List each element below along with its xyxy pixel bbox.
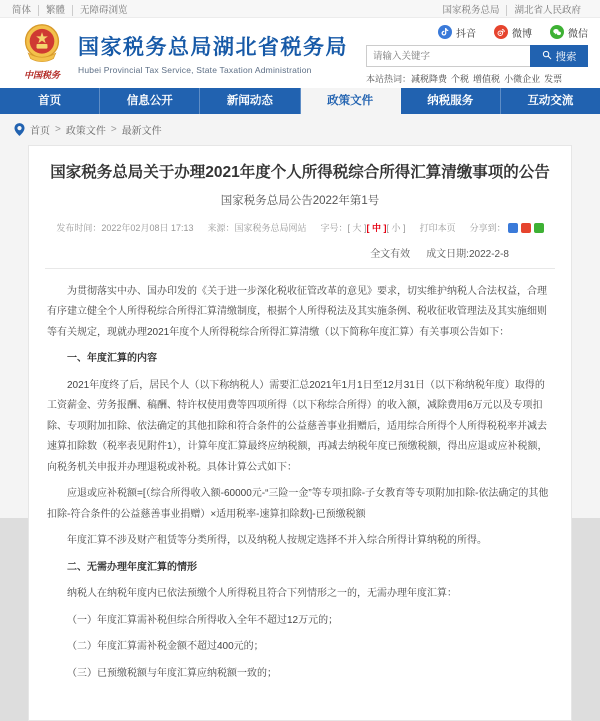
nav-item-tax-services[interactable]: 纳税服务	[401, 88, 501, 114]
nav-item-info-disclosure[interactable]: 信息公开	[100, 88, 200, 114]
main-nav	[0, 88, 600, 114]
article-paragraph: 为贯彻落实中办、国办印发的《关于进一步深化税收征管改革的意见》要求，切实维护纳税人合法权益，合理有序建立健全个人所得税综合所得汇算清缴制度，根据个人所得税法及其实施条例、税收征收管理法及其实施细则等有关规定，现就办理2021年度个人所得税综合所得汇算清缴（以下简称年度汇算）有关事项公告如下：	[47, 285, 547, 338]
breadcrumb-home[interactable]: 首页	[30, 126, 50, 137]
article-source: 来源：国家税务总局网站	[207, 222, 307, 233]
search-icon	[542, 50, 552, 63]
validity-status: 全文有效	[370, 248, 411, 260]
article-card	[28, 145, 572, 721]
breadcrumb	[0, 114, 600, 143]
breadcrumb-policy-documents[interactable]: 政策文件	[65, 126, 106, 137]
validity-row	[45, 245, 555, 260]
breadcrumb-latest-documents[interactable]: 最新文件	[121, 126, 162, 137]
breadcrumb-separator: >	[55, 124, 61, 135]
nav-item-news[interactable]: 新闻动态	[200, 88, 300, 114]
print-page-button[interactable]: 打印本页	[419, 222, 456, 233]
brand-block	[78, 31, 348, 75]
weibo-icon	[494, 25, 508, 39]
share-douyin-icon[interactable]	[508, 223, 518, 233]
hotword-link[interactable]: 小微企业	[504, 74, 541, 84]
fontsize-large-button[interactable]: [ 大 ]	[347, 222, 367, 233]
link-accessibility[interactable]: 无障碍浏览	[80, 4, 128, 16]
share-wechat-icon[interactable]	[534, 223, 544, 233]
publish-time: 发布时间：2022年02月08日 17:13	[56, 222, 194, 233]
site-title: 国家税务总局湖北省税务局	[78, 36, 348, 59]
hotwords-row	[366, 72, 588, 85]
share-label: 分享到：	[469, 222, 506, 233]
site-logo[interactable]	[14, 23, 70, 81]
social-weibo[interactable]	[494, 25, 532, 40]
article-doc-number: 国家税务总局公告2022年第1号	[220, 194, 380, 207]
fontsize-control	[321, 221, 406, 234]
share-control	[470, 221, 544, 234]
link-simplified[interactable]: 简体	[12, 5, 39, 16]
language-links	[12, 2, 135, 16]
search-button[interactable]	[530, 45, 588, 67]
fontsize-small-button[interactable]: [ 小 ]	[386, 222, 406, 233]
link-state-taxation-administration[interactable]: 国家税务总局	[442, 5, 507, 16]
site-subtitle-en: Hubei Provincial Tax Service, State Taxation Administration	[78, 65, 312, 75]
header-right	[366, 22, 588, 85]
search-input[interactable]	[366, 45, 530, 67]
article-list-item: （一）年度汇算需补税但综合所得收入全年不超过12万元的；	[67, 614, 339, 626]
social-wechat-label: 微信	[568, 28, 588, 40]
section-heading: 二、无需办理年度汇算的情形	[67, 561, 197, 573]
hotword-link[interactable]: 发票	[544, 74, 563, 84]
search-bar	[366, 45, 588, 67]
social-douyin-label: 抖音	[456, 28, 476, 40]
article-list-item: （二）年度汇算需补税金额不超过400元的；	[67, 641, 264, 653]
nav-item-policy-documents[interactable]: 政策文件	[301, 88, 401, 114]
article-list-item: （三）已预缴税额与年度汇算应纳税额一致的；	[67, 667, 277, 679]
douyin-icon	[438, 25, 452, 39]
article-paragraph: 纳税人在纳税年度内已依法预缴个人所得税且符合下列情形之一的，无需办理年度汇算：	[67, 588, 457, 600]
fontsize-label: 字号：	[320, 222, 348, 233]
site-header	[0, 18, 600, 88]
article-title: 国家税务总局关于办理2021年度个人所得税综合所得汇算清缴事项的公告	[50, 164, 550, 181]
social-wechat[interactable]	[550, 25, 588, 40]
fontsize-medium-button[interactable]: [ 中 ]	[366, 222, 387, 233]
article-formula: 应退或应补税额=[（综合所得收入额-60000元-“三险一金”等专项扣除-子女教育等专项附加扣除-依法确定的其他扣除-符合条件的公益慈善事业捐赠）×适用税率-速算扣除数]-已预缴税额	[47, 488, 549, 520]
hotword-link[interactable]: 个税	[451, 74, 470, 84]
written-date: 成文日期:2022-2-8	[426, 248, 509, 260]
logo-caption: 中国税务	[23, 70, 60, 80]
nav-item-interaction[interactable]: 互动交流	[527, 95, 574, 107]
article-meta-row	[45, 221, 555, 234]
hotwords-label: 本站热词：	[366, 74, 412, 84]
gov-links	[442, 2, 588, 16]
link-hubei-government[interactable]: 湖北省人民政府	[514, 4, 581, 16]
share-weibo-icon[interactable]	[521, 223, 531, 233]
article-paragraph: 2021年度终了后，居民个人（以下称纳税人）需要汇总2021年1月1日至12月31日（以下称纳税年度）取得的工资薪金、劳务报酬、稿酬、特许权使用费等四项所得（以下称综合所得）的收入额，减除费用6万元以及专项扣除、专项附加扣除、依法确定的其他扣除和符合条件的公益慈善事业捐赠后，适用综合所得个人所得税税率并减去速算扣除数（税率表见附件1），计算年度汇算最终应纳税额，再减去纳税年度已预缴税额，得出应退或应补税额，向税务机关申报并办理退税或补税。具体计算公式如下：	[47, 379, 548, 473]
article-body	[45, 269, 555, 685]
national-emblem-icon	[20, 52, 64, 69]
social-links	[366, 22, 588, 42]
location-pin-icon	[14, 123, 25, 136]
nav-item-home[interactable]: 首页	[0, 88, 100, 114]
section-heading: 一、年度汇算的内容	[67, 353, 157, 365]
search-button-label: 搜索	[555, 50, 577, 63]
breadcrumb-separator: >	[110, 124, 117, 135]
social-douyin[interactable]	[438, 25, 476, 40]
article-paragraph: 年度汇算不涉及财产租赁等分类所得，以及纳税人按规定选择不并入综合所得计算纳税的所得。	[67, 535, 487, 547]
top-utility-bar	[0, 0, 600, 18]
link-traditional[interactable]: 繁體	[39, 5, 73, 16]
hotword-link[interactable]: 增值税	[473, 74, 501, 84]
hotword-link[interactable]: 减税降费	[411, 74, 448, 84]
wechat-icon	[550, 25, 564, 39]
social-weibo-label: 微博	[512, 28, 532, 40]
